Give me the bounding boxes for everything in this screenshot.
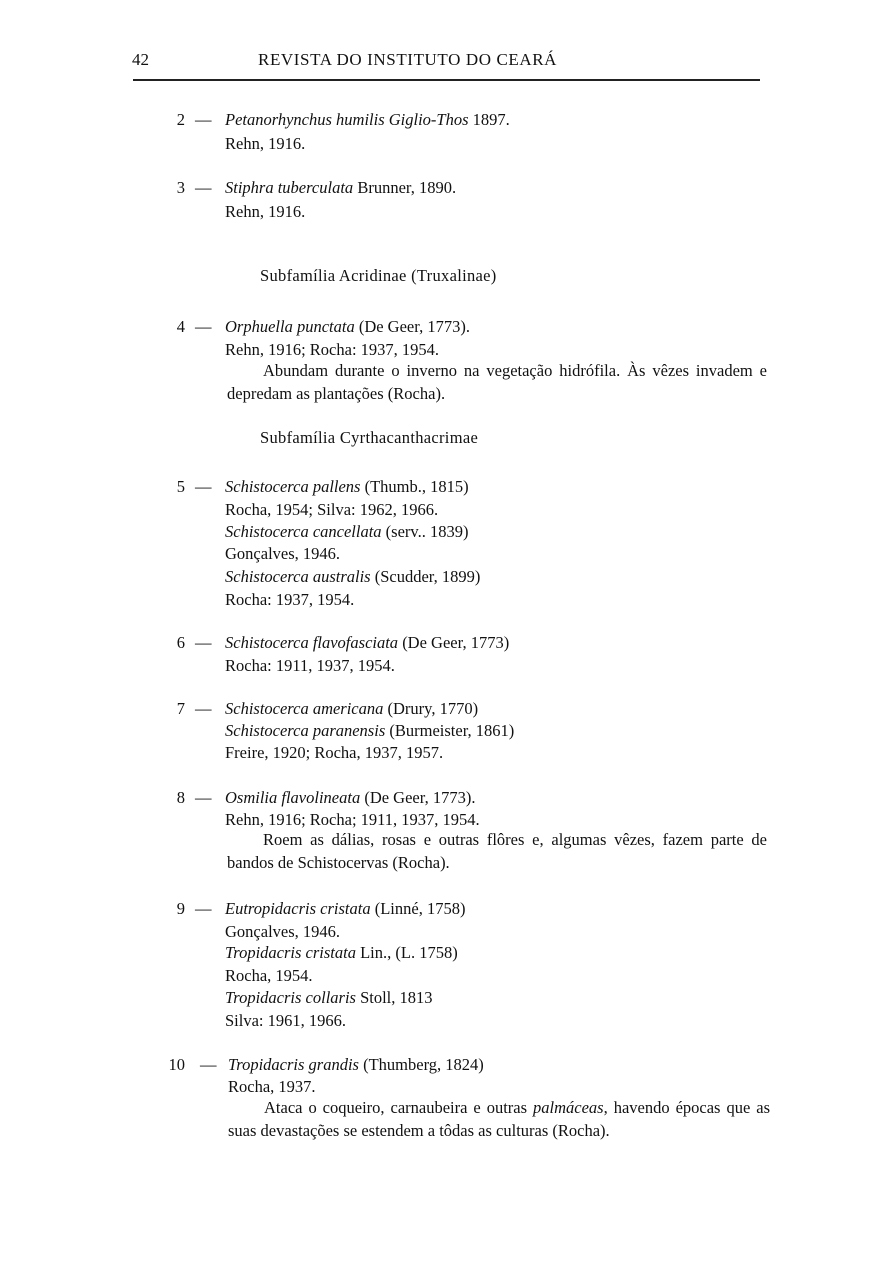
species-line <box>225 899 465 919</box>
entry-number: 5 <box>176 477 185 496</box>
species-authority: (De Geer, 1773). <box>360 788 476 807</box>
entry-number: 8 <box>176 788 185 807</box>
species-name: Tropidacris collaris <box>225 988 356 1007</box>
entry-dash: — <box>195 178 212 197</box>
species-name: Tropidacris grandis <box>228 1055 359 1074</box>
reference-line: Gonçalves, 1946. <box>225 544 341 563</box>
species-line <box>228 1055 484 1075</box>
species-line <box>225 110 510 130</box>
entry-number: 2 <box>176 110 185 129</box>
entry-dash: — <box>195 317 212 336</box>
species-authority: (Drury, 1770) <box>383 699 479 718</box>
species-name: Orphuella punctata <box>225 317 355 336</box>
entry-dash: — <box>195 477 212 496</box>
species-line <box>225 988 433 1008</box>
page-header <box>0 0 893 90</box>
species-line <box>225 943 458 963</box>
species-line <box>225 788 475 808</box>
species-authority: (De Geer, 1773) <box>398 633 510 652</box>
species-name: Osmilia flavolineata <box>225 788 361 807</box>
italic-term: palmáceas <box>533 1098 604 1117</box>
species-name: Schistocerca flavofasciata <box>225 633 399 652</box>
entry-dash: — <box>195 788 212 807</box>
species-name: Schistocerca cancellata <box>225 522 382 541</box>
species-name: Petanorhynchus humilis Giglio-Thos <box>225 110 469 129</box>
entry-note: Roem as dálias, rosas e outras flôres e, algumas vêzes, fazem parte de bandos de Schistocervas (Rocha). <box>227 830 767 872</box>
species-name: Tropidacris cristata <box>225 943 356 962</box>
species-line <box>225 317 470 337</box>
reference-line: Rocha, 1937. <box>228 1077 316 1096</box>
species-name: Schistocerca australis <box>225 567 371 586</box>
reference-line: Rehn, 1916; Rocha: 1937, 1954. <box>225 340 440 359</box>
entry-number: 7 <box>176 699 185 718</box>
entry-dash: — <box>195 110 212 129</box>
species-authority: (Thumb., 1815) <box>360 477 469 496</box>
species-name: Eutropidacris cristata <box>225 899 371 918</box>
entry-dash: — <box>200 1055 217 1074</box>
species-name: Schistocerca paranensis <box>225 721 386 740</box>
species-line <box>225 633 509 653</box>
entry-number: 3 <box>176 178 185 197</box>
reference-line: Rehn, 1916. <box>225 134 306 153</box>
species-name: Stiphra tuberculata <box>225 178 354 197</box>
header-rule <box>133 79 760 81</box>
entry-dash: — <box>195 899 212 918</box>
entry-dash: — <box>195 633 212 652</box>
species-authority: Brunner, 1890. <box>353 178 457 197</box>
species-line <box>225 178 456 198</box>
species-line <box>225 522 468 542</box>
species-authority: Lin., (L. 1758) <box>355 943 458 962</box>
reference-line: Rehn, 1916; Rocha; 1911, 1937, 1954. <box>225 810 480 829</box>
species-name: Schistocerca americana <box>225 699 384 718</box>
page-number: 42 <box>132 50 149 69</box>
journal-title: REVISTA DO INSTITUTO DO CEARÁ <box>258 50 558 69</box>
species-authority: (Linné, 1758) <box>370 899 466 918</box>
species-authority: (serv.. 1839) <box>381 522 469 541</box>
reference-line: Rocha, 1954; Silva: 1962, 1966. <box>225 500 439 519</box>
entry-dash: — <box>195 699 212 718</box>
reference-line: Silva: 1961, 1966. <box>225 1011 347 1030</box>
reference-line: Rocha: 1937, 1954. <box>225 590 355 609</box>
species-authority: (Burmeister, 1861) <box>385 721 515 740</box>
species-line <box>225 567 480 587</box>
species-authority: Stoll, 1813 <box>355 988 433 1007</box>
species-authority: (Thumberg, 1824) <box>358 1055 484 1074</box>
subfamily-heading: Subfamília Acridinae (Truxalinae) <box>260 266 497 285</box>
species-line <box>225 721 514 741</box>
entry-note: Abundam durante o inverno na vegetação hidrófila. Às vêzes invadem e depredam as plantações (Rocha). <box>227 361 767 403</box>
species-authority: (De Geer, 1773). <box>354 317 470 336</box>
reference-line: Rocha, 1954. <box>225 966 313 985</box>
reference-line: Freire, 1920; Rocha, 1937, 1957. <box>225 743 444 762</box>
entry-number: 9 <box>176 899 185 918</box>
species-line <box>225 699 478 719</box>
species-name: Schistocerca pallens <box>225 477 361 496</box>
entry-number: 6 <box>176 633 185 652</box>
species-authority: 1897. <box>468 110 510 129</box>
entry-number: 4 <box>176 317 185 336</box>
entry-note: Ataca o coqueiro, carnaubeira e outras palmáceas, havendo épocas que as suas devastações se estendem a tôdas as culturas (Rocha). <box>228 1098 770 1140</box>
entry-number: 10 <box>168 1055 185 1074</box>
subfamily-heading: Subfamília Cyrthacanthacrimae <box>260 428 479 447</box>
species-line <box>225 477 469 497</box>
reference-line: Rocha: 1911, 1937, 1954. <box>225 656 395 675</box>
reference-line: Rehn, 1916. <box>225 202 306 221</box>
species-authority: (Scudder, 1899) <box>370 567 481 586</box>
reference-line: Gonçalves, 1946. <box>225 922 341 941</box>
